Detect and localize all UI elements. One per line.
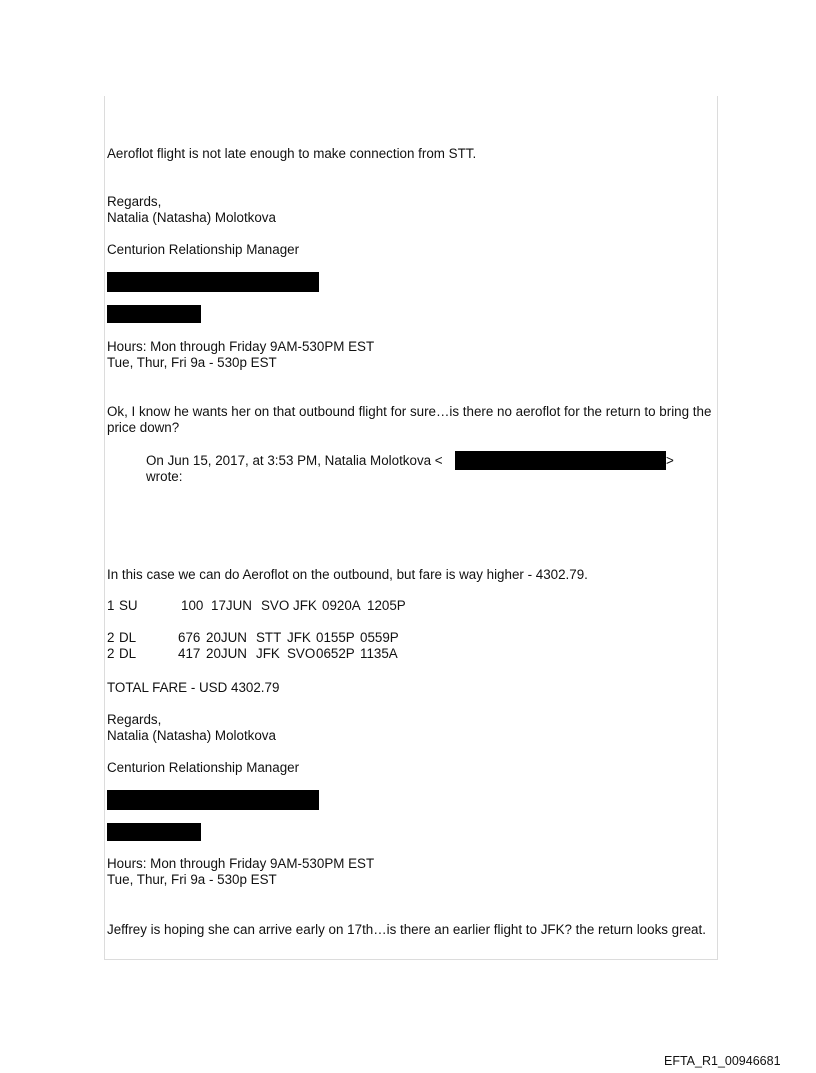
redaction-bar [107,790,319,810]
email2-hours-line2: Tue, Thur, Fri 9a - 530p EST [107,872,277,887]
email1-sender-name: Natalia (Natasha) Molotkova [107,210,276,225]
itinerary-date: 20JUN [206,646,247,661]
itinerary-row [107,630,527,646]
quote-header-prefix: On Jun 15, 2017, at 3:53 PM, Natalia Molotkova < [146,453,443,468]
itinerary-flight: 676 [178,630,201,645]
itinerary-seg: 2 [107,646,115,661]
itinerary-dep: 0920A [322,598,361,613]
itinerary-carrier: SU [119,598,138,613]
itinerary-row [107,598,527,614]
itinerary-arr: 0559P [360,630,399,645]
email2-sender-title: Centurion Relationship Manager [107,760,300,775]
email1-body: Aeroflot flight is not late enough to make connection from STT. [107,146,477,161]
reply2-body: Jeffrey is hoping she can arrive early on 17th…is there an earlier flight to JFK? the return looks great. [107,922,706,937]
itinerary-arr: 1205P [367,598,406,613]
redaction-bar [107,272,319,292]
quote-header-suffix: > [666,453,674,468]
email1-sender-title: Centurion Relationship Manager [107,242,300,257]
email2-hours-line1: Hours: Mon through Friday 9AM-530PM EST [107,856,375,871]
quote-header-line2: wrote: [146,469,183,484]
itinerary-from: SVO [261,598,290,613]
redaction-bar [107,823,201,841]
redaction-bar [107,305,201,323]
email1-hours-line1: Hours: Mon through Friday 9AM-530PM EST [107,339,375,354]
redaction-bar [455,451,666,470]
email2-total-fare: TOTAL FARE - USD 4302.79 [107,680,280,695]
itinerary-dep: 0155P [316,630,355,645]
itinerary-seg: 2 [107,630,115,645]
email2-sender-name: Natalia (Natasha) Molotkova [107,728,276,743]
itinerary-from: JFK [256,646,280,661]
itinerary-row [107,646,527,662]
itinerary-to: JFK [287,630,311,645]
itinerary-date: 20JUN [206,630,247,645]
document-id: EFTA_R1_00946681 [664,1054,781,1068]
itinerary-to: JFK [293,598,317,613]
quote-header-line1 [146,453,443,469]
reply1-body: Ok, I know he wants her on that outbound flight for sure…is there no aeroflot for the return to bring the price down? [107,404,712,435]
itinerary-from: STT [256,630,282,645]
itinerary-date: 17JUN [211,598,252,613]
itinerary-flight: 417 [178,646,201,661]
email2-intro: In this case we can do Aeroflot on the outbound, but fare is way higher - 4302.79. [107,567,588,582]
itinerary-arr: 1135A [360,646,398,661]
itinerary-carrier: DL [119,646,137,661]
itinerary-carrier: DL [119,630,137,645]
itinerary-flight: 100 [181,598,204,613]
itinerary-to: SVO [287,646,316,661]
itinerary-seg: 1 [107,598,115,613]
email1-regards: Regards, [107,194,162,209]
email2-regards: Regards, [107,712,162,727]
itinerary-dep: 0652P [316,646,355,661]
email1-hours-line2: Tue, Thur, Fri 9a - 530p EST [107,355,277,370]
